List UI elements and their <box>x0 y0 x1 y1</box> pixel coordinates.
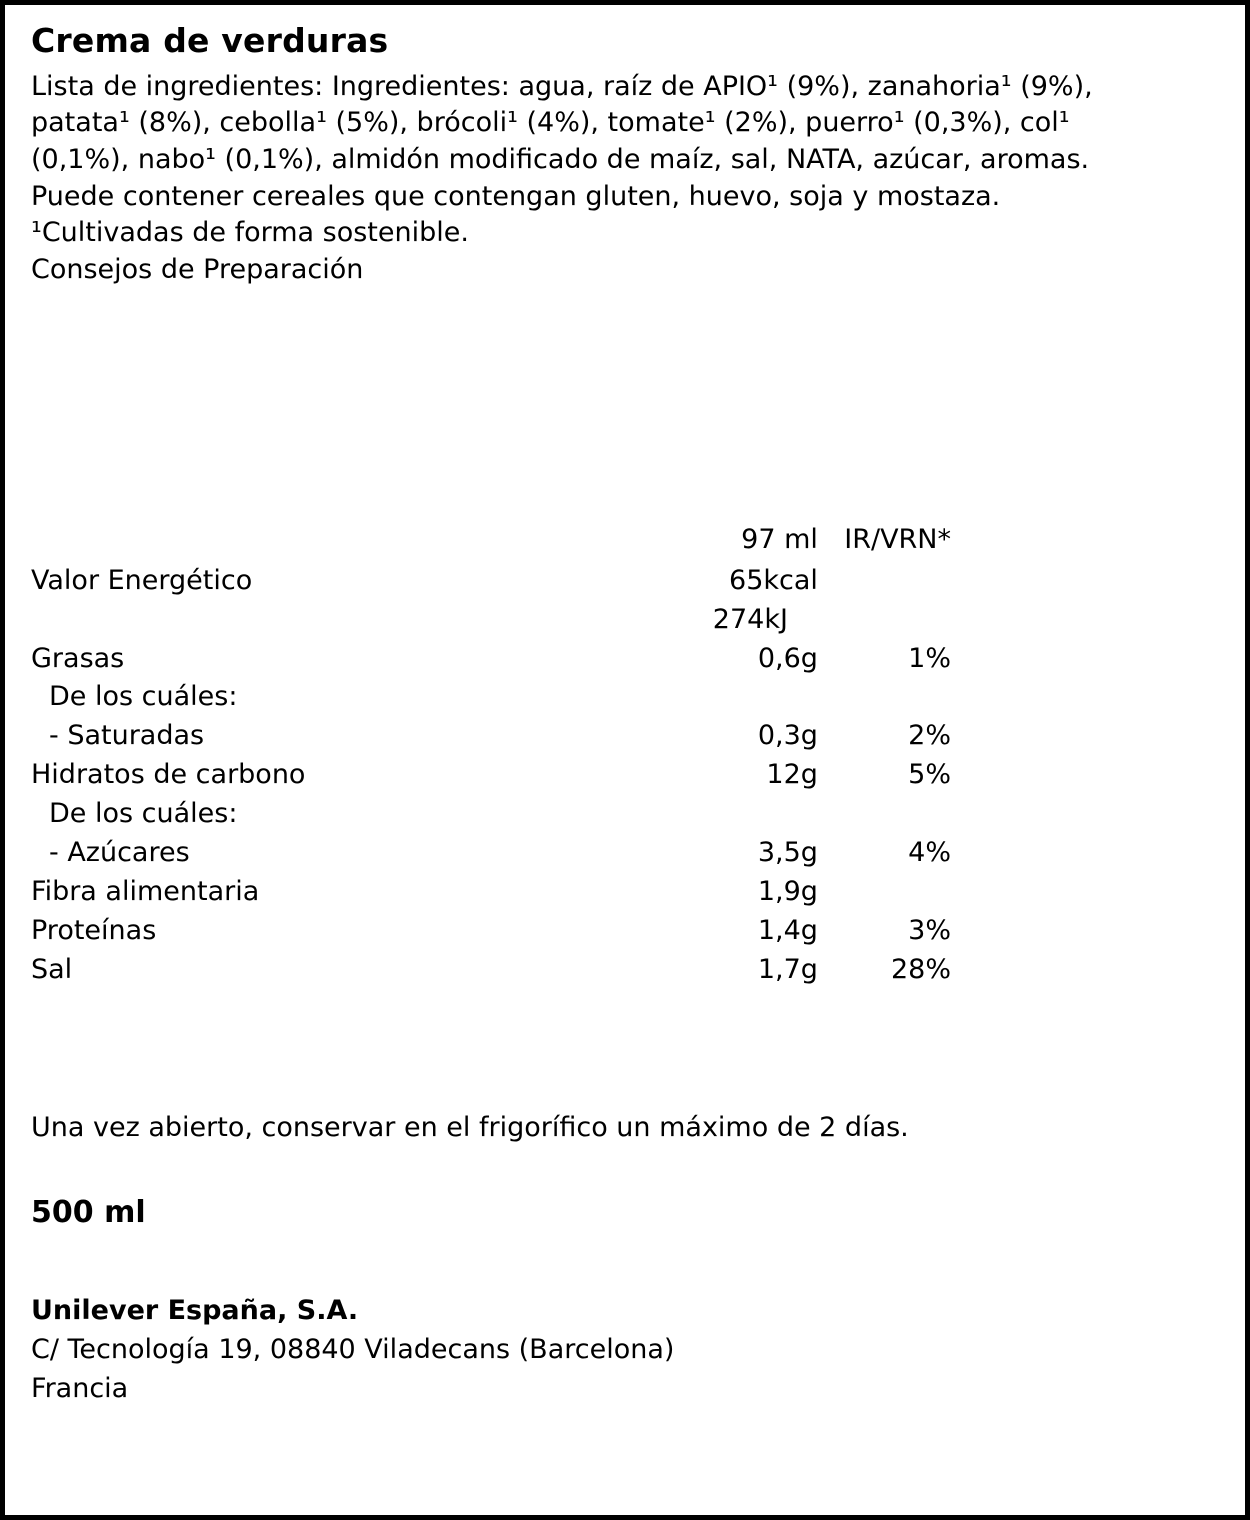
nutrition-row-value: 0,6g <box>757 642 818 674</box>
manufacturer-address: C/ Tecnología 19, 08840 Viladecans (Barcelona) <box>31 1334 675 1365</box>
table-row <box>31 640 951 679</box>
table-row <box>31 834 951 873</box>
nutrition-row-value: 0,3g <box>757 720 818 752</box>
allergen-warning: Puede contener cereales que contengan gluten, huevo, soja y mostaza. <box>31 180 1001 212</box>
nutrition-row-pct <box>832 562 951 601</box>
nutrition-row-label: De los cuáles: <box>49 798 238 830</box>
nutrition-row-label: Proteínas <box>31 914 157 946</box>
nutrition-row-value: 1,9g <box>757 875 818 907</box>
storage-instructions: Una vez abierto, conservar en el frigorífico un máximo de 2 días. <box>31 1112 909 1144</box>
nutrition-row-label: Fibra alimentaria <box>31 875 260 907</box>
nutrition-row-pct: 3% <box>908 914 951 946</box>
footer-section <box>31 1109 1219 1408</box>
nutrition-row-pct <box>832 678 951 717</box>
nutrition-row-label: Hidratos de carbono <box>31 759 306 791</box>
sustainability-note: ¹Cultivadas de forma sostenible. <box>31 217 469 249</box>
net-volume: 500 ml <box>31 1195 146 1231</box>
nutrition-row-label: Sal <box>31 953 73 985</box>
ingredients-line-1: Lista de ingredientes: Ingredientes: agua, raíz de APIO¹ (9%), zanahoria¹ (9%), <box>31 70 1093 102</box>
nutrition-pct-header: IR/VRN* <box>844 523 951 555</box>
table-row <box>31 678 951 717</box>
nutrition-row-pct: 1% <box>908 642 951 674</box>
country-of-origin: Francia <box>31 1373 129 1405</box>
nutrition-row-value: 3,5g <box>757 836 818 868</box>
nutrition-row-pct: 2% <box>908 720 951 752</box>
nutrition-header-row <box>31 521 951 562</box>
nutrition-row-value <box>643 678 832 717</box>
nutrition-row-label: - Azúcares <box>49 836 190 868</box>
preparation-heading: Consejos de Preparación <box>31 254 364 286</box>
table-row <box>31 873 951 912</box>
nutrition-row-pct: 4% <box>908 836 951 868</box>
nutrition-table <box>31 521 951 990</box>
table-row <box>31 756 951 795</box>
nutrition-row-value: 1,7g <box>757 953 818 985</box>
table-row <box>31 912 951 951</box>
nutrition-row-label: De los cuáles: <box>49 681 238 713</box>
ingredients-line-3: (0,1%), nabo¹ (0,1%), almidón modificado de maíz, sal, NATA, azúcar, aromas. <box>31 144 1090 176</box>
ingredients-section <box>31 69 1181 289</box>
nutrition-header-blank <box>31 521 643 562</box>
nutrition-row-pct <box>832 795 951 834</box>
nutrition-row-label: - Saturadas <box>49 720 205 752</box>
nutrition-row-label: Valor Energético <box>31 564 253 596</box>
nutrition-row-value: 12g <box>766 759 818 791</box>
table-row <box>31 601 951 640</box>
nutrition-row-value: 1,4g <box>757 914 818 946</box>
table-row <box>31 795 951 834</box>
nutrition-row-value <box>643 795 832 834</box>
ingredients-line-2: patata¹ (8%), cebolla¹ (5%), brócoli¹ (4%), tomate¹ (2%), puerro¹ (0,3%), col¹ <box>31 107 1070 139</box>
nutrition-row-label <box>31 601 643 640</box>
nutrition-row-pct: 5% <box>908 759 951 791</box>
label-content <box>5 5 1245 1408</box>
nutrition-row-label: Grasas <box>31 642 125 674</box>
nutrition-row-pct <box>832 873 951 912</box>
manufacturer-name: Unilever España, S.A. <box>31 1295 359 1327</box>
table-row <box>31 562 951 601</box>
nutrition-serving-header: 97 ml <box>741 523 818 555</box>
nutrition-row-value: 274kJ <box>712 603 788 635</box>
page-title: Crema de verduras <box>31 21 389 60</box>
nutrition-row-pct <box>832 601 951 640</box>
nutrition-row-pct: 28% <box>890 953 951 985</box>
table-row <box>31 951 951 990</box>
nutrition-row-value: 65kcal <box>729 564 818 596</box>
table-row <box>31 717 951 756</box>
